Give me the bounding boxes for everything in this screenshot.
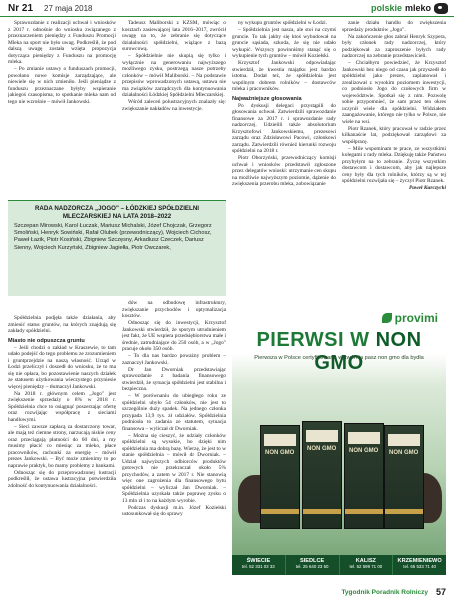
location-phone: tel. 62 599 71 00 bbox=[349, 564, 383, 569]
article-column-3 bbox=[232, 20, 336, 300]
page-number: 57 bbox=[435, 587, 446, 597]
ad-brand-name: provimi bbox=[394, 311, 438, 325]
location-name: ŚWIECIE bbox=[246, 558, 271, 564]
ad-subline: Pierwsza w Polsce certyfikowana wytwórnia pasz non gmo dla bydła bbox=[254, 355, 424, 361]
issue-date: 27 maja 2018 bbox=[44, 4, 93, 13]
paragraph: Piotr Oborzyński, przewodniczący komisji uchwał i wniosków przedstawił zgłoszone przez delegatów wnioski: utrzymanie cen skupu na możliwie najwyższym poziomie, dążenie do zwiększenia przerobu mleka, zobowiązanie bbox=[232, 155, 336, 187]
paragraph: – Jeśli chodzi o zakład w Kraszewie, to tam udało podejść do tego problemu ze zrozumieniem i gruntprzejdzie na naszą własność. Urząd w Łodzi przeliczył i doszedł do wniosku, że to ma się nie opłaca, bo pozostawienie naszych działek ze statusem użytkowania wieczystego przyniesie więcej pieniędzy – tłumaczył Jankowski. bbox=[8, 344, 116, 390]
ad-headline-a: PIERWSI W bbox=[256, 329, 370, 351]
paragraph: Na zakończenie głos zabrał Henryk Szypera, były członek rady nadzorczej, który podziękował za zaproszenie byłych rady nadzorczej na zebranie przedstawicieli. bbox=[342, 33, 446, 59]
author-signature: Paweł Kurczycki bbox=[409, 185, 446, 191]
provimi-advertisement bbox=[232, 305, 446, 575]
paragraph: – W porównaniu do ubiegłego roku ze spółdzielni ubyło 54 członków, nie jest to szczególnie duży spadek. Na jednego członka przypada 13,9 tys. zł udziałów. Spółdzielnia podniosła to zadania ze statutem, sytuacja finansowa – wyliczał dr Dworniak. bbox=[122, 393, 226, 432]
paragraph: Wśród zaleceń polustracyjnych znalazły się: zwiększanie nakładów na inwestycje. bbox=[122, 99, 226, 112]
bag-label: NON GMO bbox=[389, 450, 419, 456]
section-logo-word-a: polskie bbox=[370, 3, 402, 13]
bag-label: NON GMO bbox=[265, 450, 295, 456]
paragraph: – Można się cieszyć, że udziały członków spółdzielni są wysokie, bo dzięki nim spółdzielnia ma dobrą bazę. Wierzę, że jest to w stanie spółdzielnia – mówił dr Dworniak. – Udział najwyższych odbiorców produktów gotowych nie przekraczał około 5% przychodów, a zatem w 2017 r. Nie stanowią więc one zagrożenia dla finansowego bytu spółdzielni – wyliczał Jan Dworniak. – Spółdzielnia uzyskała także poprawę zysku o 13 mln zł i to na każdym wyrobie. bbox=[122, 432, 226, 504]
paragraph: Spółdzielnia podjęła także działania, aby zmienić status gruntów, na których znajdują się zakłady spółdzielni. bbox=[8, 315, 116, 334]
ad-brand-logo bbox=[382, 311, 438, 325]
location-item bbox=[340, 555, 394, 575]
paragraph: ny wykupu gruntów spółdzielni w Łodzi. bbox=[238, 20, 327, 26]
article-column-1-bottom bbox=[8, 315, 116, 585]
feed-bag-image bbox=[260, 425, 300, 529]
issue-number: Nr 21 bbox=[8, 3, 34, 14]
supervisory-board-box bbox=[8, 200, 226, 296]
subheading: Miasto nie odpuszcza gruntu bbox=[8, 337, 85, 344]
ad-headline bbox=[232, 329, 446, 375]
box-names: Szczepan Mirowski, Karol Łuczak, Mariusz Michalski, Józef Chojczak, Grzegorz Smoliński, Henryk Sowiński, Rafał Olubek (przewodniczący), Wojciech Cichosz, Paweł Łazik, Piotr Kosiński, Zbigniew Szczęsny, Arkadiusz Czeczek, Dariusz Sienny, Wojciech Kurzyński, Zbigniew Jagiełła, Piotr Owczarek, bbox=[14, 223, 212, 251]
paragraph: Krzysztof Jankowski odpowiadając stwierdził, że kwestia majątku jest bardzo istotna. Dodał też, że spółdzielnia jest wspólnym dobrem rolników – dostawców mleka i pracowników. bbox=[232, 60, 336, 92]
feed-bag-image bbox=[384, 425, 424, 529]
article-column-1-top bbox=[8, 20, 116, 200]
paragraph: – Mile wspominam te prace, ze wszystkimi kolegami z rady mleka. Dziękuję także Państwu przybyłym na to zebranie. Życzę wszystkim dostawcom i dostawcom, aby jak najlepsze ceny były dla tych rolników, którzy są w tej spółdzielni rozwijała się – życzył Piotr Rzanek. bbox=[342, 145, 446, 184]
leaf-icon bbox=[382, 313, 392, 323]
location-phone: tel. 52 331 03 33 bbox=[242, 564, 275, 569]
paragraph: – Sieci zawsze zapłacą za dostarczony towar, ale mają też ciemne strony, narzucają niskie ceny oraz przeciągają płatności do 60 dni, a my musimy płacić co miesiąc za mleko, płace pracowników, rachunki za energię – mówił prezes Jankowski. – Być może zmienimy to po naprawie praktyk, bo mamy problemy z bankami. bbox=[8, 423, 116, 469]
article-column-4 bbox=[342, 20, 446, 300]
paragraph: Odnosząc się do inwestycji, Krzysztof Jankowski stwierdził, że sporym utrudnieniem jest fakt, że UE wspiera przedsiębiorstwa małe i średnie, zatrudniające do 250 osób, a w „Jogo" pracuje około 350 osób. bbox=[122, 320, 226, 352]
article-column-2-top bbox=[122, 20, 226, 200]
bag-label: NON GMO bbox=[307, 446, 337, 452]
paragraph: – Chciałbym powiedzieć, że Krzysztof Jankowski bez niego od czasu jak przyszedł do spółdzielni jako prezes, zaplanował i zrealizował z wysokim poziomem inwestycji, co podniosło Jogo do czołowych firm w województwie. Spotkał się z nim. Pozwolę sobie przypomnieć, że sam przez ten okres uczynił wiele dla spółdzielni. Widziałem zaangażowanie, którego nie tylko w Polsce, nie wiele na wsi. bbox=[342, 60, 446, 125]
section-logo-word-b: mleko bbox=[404, 3, 431, 13]
location-phone: tel. 65 533 71 40 bbox=[403, 564, 436, 569]
location-name: SIEDLCE bbox=[300, 558, 325, 564]
location-name: KRZEMIENIEWO bbox=[397, 558, 442, 564]
paragraph: zanie działu handlu do zwiększenia sprzedaży produktów „Jogo". bbox=[342, 20, 446, 33]
section-logo bbox=[371, 1, 448, 15]
feed-bag-image bbox=[302, 421, 342, 529]
feed-bag-image bbox=[344, 423, 384, 529]
ad-headline-b: NON GMO bbox=[314, 329, 422, 374]
paragraph: Dr Jan Dworniak przedstawiając sprawozdanie z badania finansowego stwierdził, że sytuacja spółdzielni jest stabilna i bezpieczna. bbox=[122, 366, 226, 392]
paragraph: Tadeusz Maliborski z KZSM, mówiąc o kosztach zasiewającej lata 2016–2017, zwrócił uwagę na to, że zebranie się dotyczące działalności spółdzielni, wiążące z bazą surowcową. bbox=[122, 20, 226, 52]
location-name: KALISZ bbox=[355, 558, 376, 564]
paragraph: Odnosząc się do przeprowadzonej lustracji podkreślił, że ustawa lustracyjna potwierdziła zdolność do kontynuowania działalności. bbox=[8, 469, 116, 489]
paragraph: Po dyskusji delegaci przystąpili do głosowania uchwał. Zatwierdzili sprawozdanie finansowe za 2017 r. i sprawozdanie rady nadzorczej. Udzielili także absolutorium Krzysztofowi Jankowskiemu, prezesowi zarządu oraz Zdzisławowi Pacowi, członkowi zarządu. Zatwierdzili również kierunki rozwoju spółdzielni na 2018 r. bbox=[232, 102, 336, 154]
paragraph: dów na odbudowę infrastruktury, zwiększanie przychodów i optymalizacja kosztów. bbox=[122, 300, 226, 319]
cow-icon bbox=[434, 3, 448, 14]
paragraph: – Spółdzielnie nie skupią się tylko i wyłącznie na generowaniu najwyższego możliwego zysku, postrzegą nasze potrzeby członków – mówił Maliborski. – Na podstawie przepisów wprowadzonych ustawą, ustawa nie ma związków zarządczych dla kontynuowania działalności Łódzkiej Spółdzielni Mleczarskiej. bbox=[122, 53, 226, 98]
page-header bbox=[0, 0, 454, 17]
location-item bbox=[393, 555, 446, 575]
ad-locations-bar bbox=[232, 555, 446, 575]
bag-label: NON GMO bbox=[349, 448, 379, 454]
paragraph: – To dla nas bardzo poważny problem – zaznaczył Jankowski. bbox=[122, 353, 226, 366]
paragraph: Sprawozdanie z realizacji uchwał i wniosków z 2017 r. odnośnie do wniosku związanego z przeznaczeniem pieniędzy z Funduszu Promocji Mleka na sport nie było uwag. Podkreślił, że pod dalszą uwagę została wzięta propozycja dotycząca pieniędzy z Funduszu na promocję mleka. bbox=[8, 20, 116, 65]
paragraph: – Spółdzielnia jest nasza, ale stoi na czymś gruncie. To tak jakby się ktoś wybudował na gruncie sąsiada, szkoda, że się nie udało wykupić. Wszyscy powinniśmy stanąć się o wykupienie tych gruntów – mówił Koziełski. bbox=[232, 27, 336, 59]
location-phone: tel. 25 640 23 50 bbox=[295, 564, 329, 569]
publication-logo: Tygodnik Poradnik Rolniczy bbox=[341, 589, 428, 596]
paragraph: – Po zmianie ustawy o funduszach promocji, powołano nowe komisje zarządzające, ale niewiele się w nich zmieniło. Jeśli pieniądze z funduszu przeznaczane byłyby wspieranie jakiegoś czasopisma, to spotkanie mleka nam od tego nie wzrośnie – mówił Jankowski. bbox=[8, 66, 116, 105]
location-item bbox=[232, 555, 286, 575]
paragraph: Piotr Rzanek, który pracował w radzie przez kilkanaście lat, podziękował zarządowi za współpracę. bbox=[342, 125, 446, 145]
location-item bbox=[286, 555, 340, 575]
box-title: RADA NADZORCZA „JOGO" – ŁÓDZKIEJ SPÓŁDZIELNI MLECZARSKIEJ NA LATA 2018–2022 bbox=[34, 205, 200, 220]
paragraph: Podczas dyskusji m.in. Józef Koziełski ustosunkował się do sprawy bbox=[122, 504, 226, 517]
subheading: Najważniejsze głosowania bbox=[232, 95, 302, 102]
paragraph: Na 2018 r. głównym celem „Jogo" jest zwiększenie sprzedaży o 8% w 2018 r. Spółdzielnia chce to osiągnąć poszerzając ofertę oraz rozwijając współpracę z sieciami handlowymi. bbox=[8, 390, 116, 423]
article-column-2-bottom bbox=[122, 300, 226, 585]
